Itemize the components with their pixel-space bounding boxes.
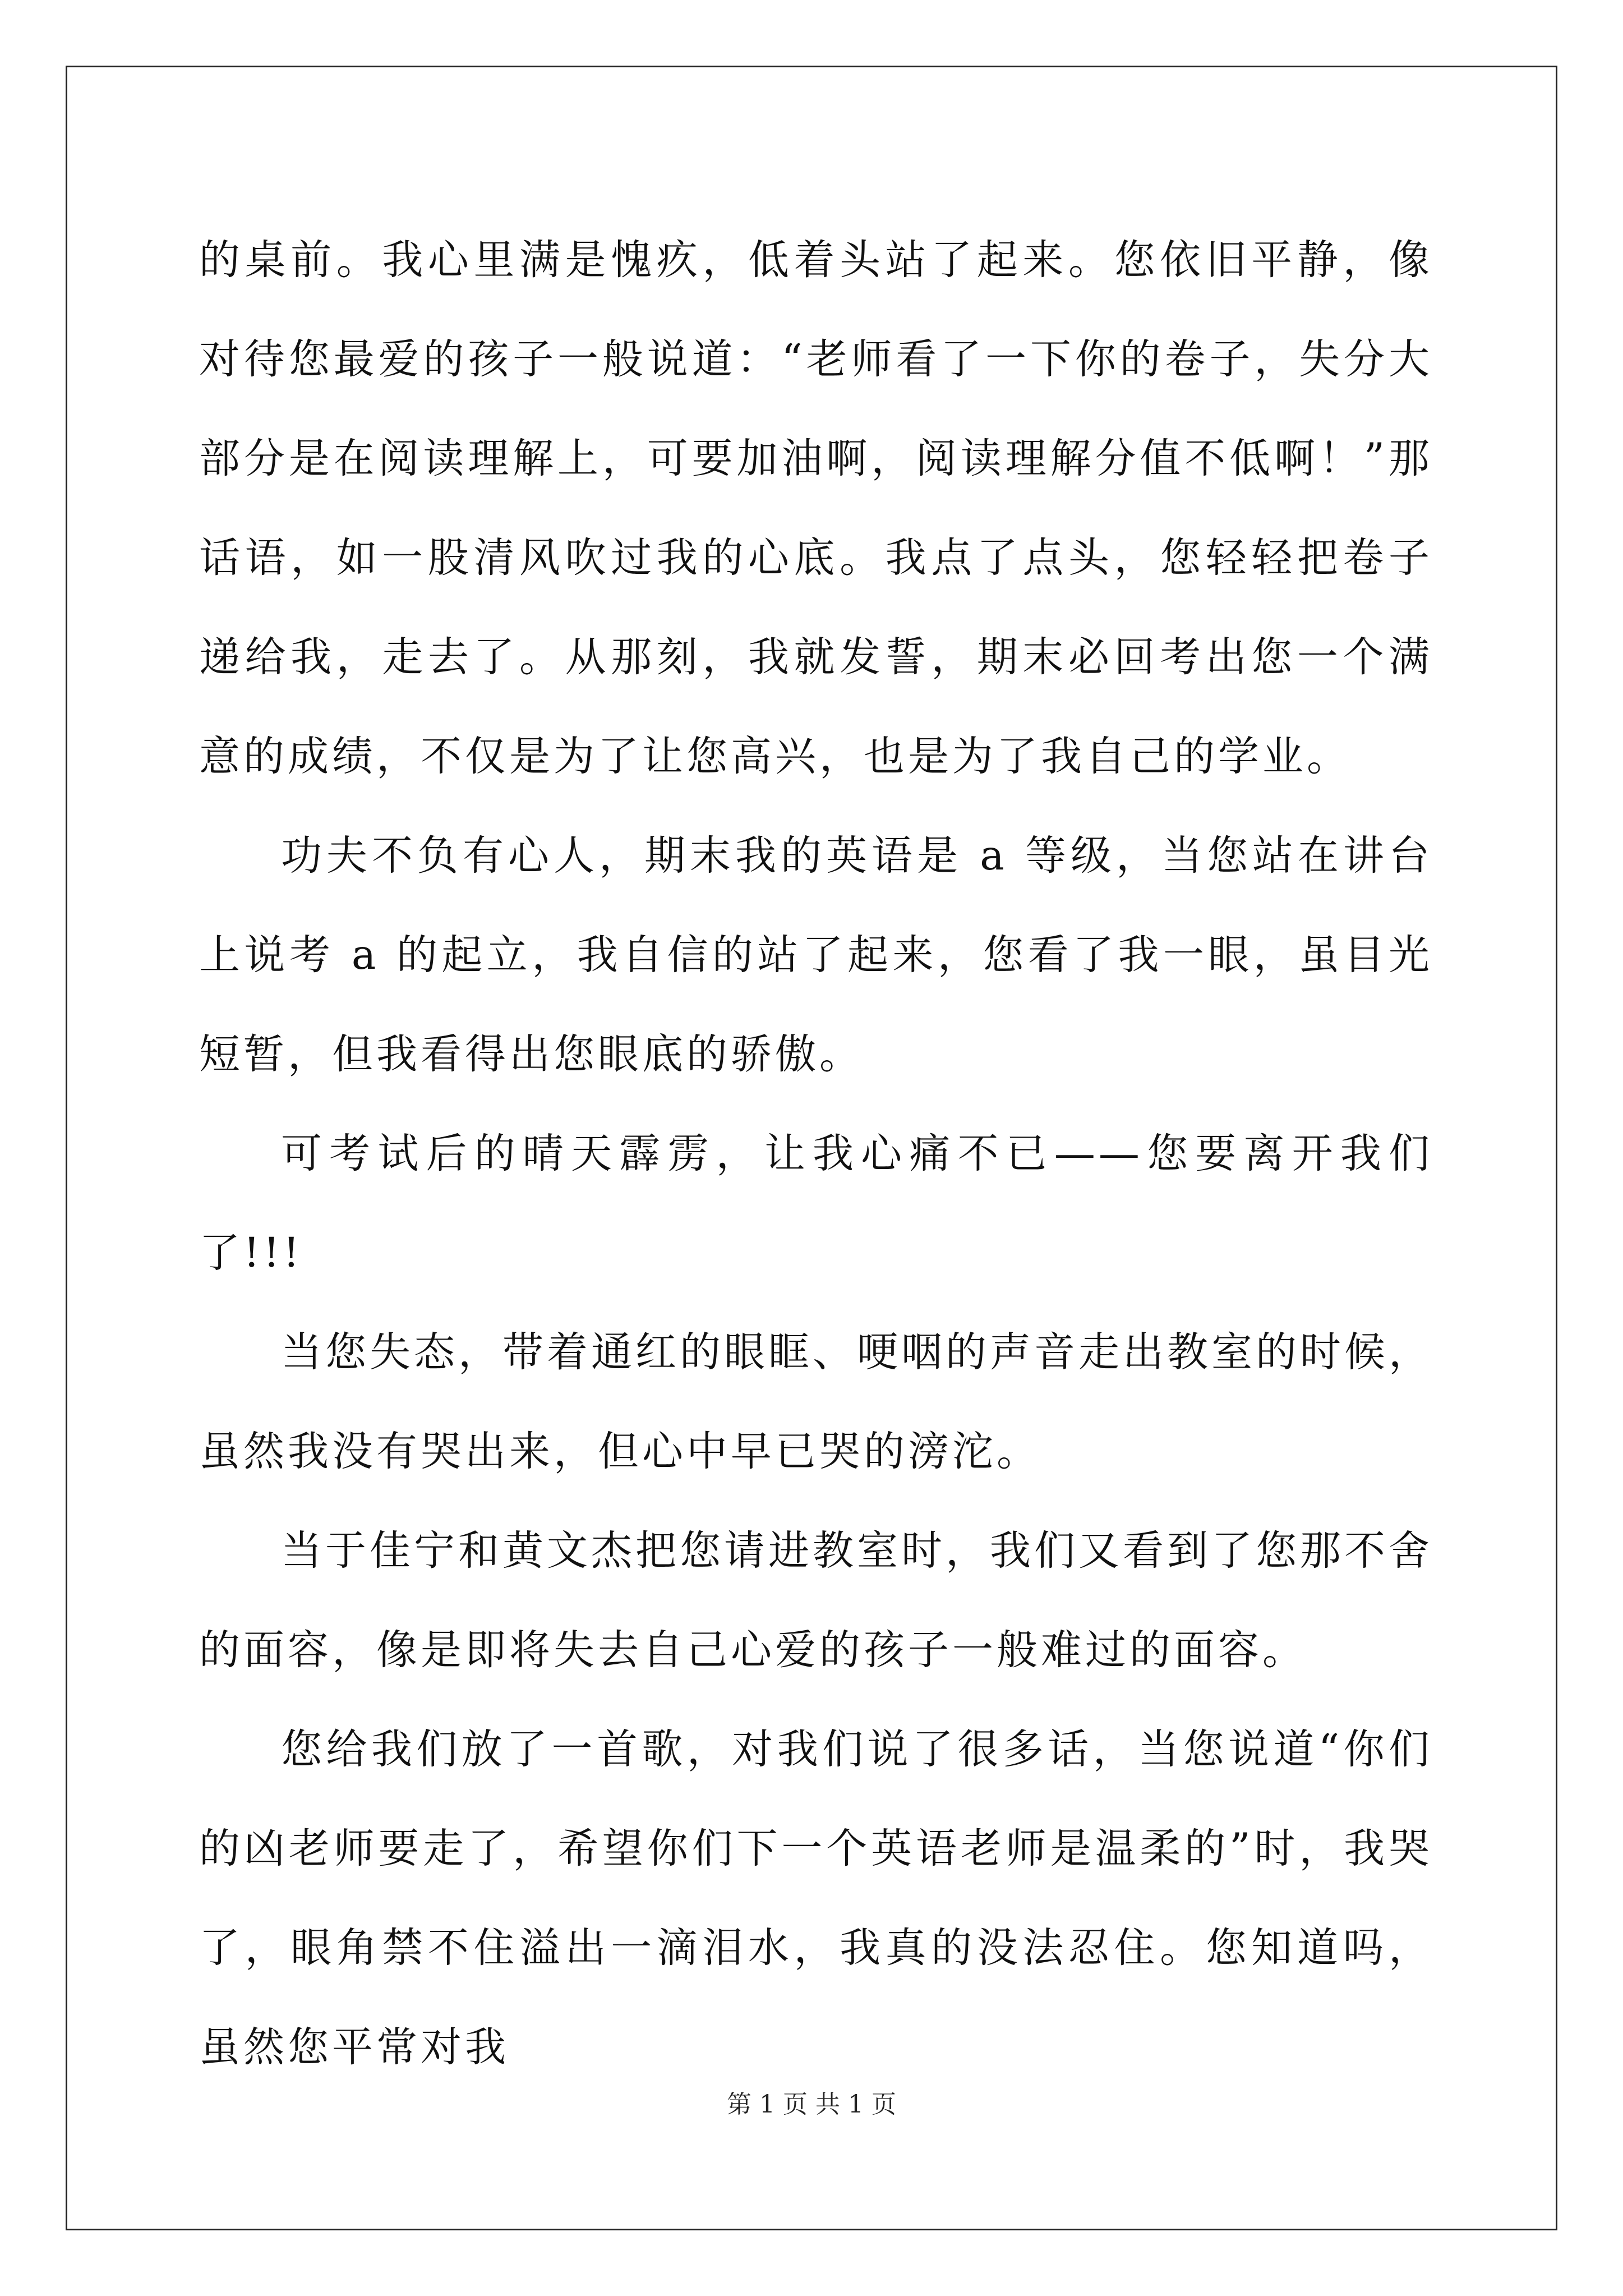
page-number-footer: 第 1 页 共 1 页 [727, 2090, 896, 2119]
paragraph-5: 当于佳宁和黄文杰把您请进教室时，我们又看到了您那不舍的面容，像是即将失去自己心爱的孩子一般难过的面容。 [199, 1527, 1433, 1674]
paragraph-3: 可考试后的晴天霹雳，让我心痛不已——您要离开我们了!!! [199, 1130, 1433, 1277]
document-body [199, 210, 1433, 2097]
paragraph-6: 您给我们放了一首歌，对我们说了很多话，当您说道“你们的凶老师要走了，希望你们下一个英语老师是温柔的”时，我哭了，眼角禁不住溢出一滴泪水，我真的没法忍住。您知道吗，虽然您平常对我 [199, 1726, 1433, 2071]
paragraph-1: 的桌前。我心里满是愧疚，低着头站了起来。您依旧平静，像对待您最爱的孩子一般说道：“老师看了一下你的卷子，失分大部分是在阅读理解上，可要加油啊，阅读理解分值不低啊！”那话语，如一股清风吹过我的心底。我点了点头，您轻轻把卷子递给我，走去了。从那刻，我就发誓，期末必回考出您一个满意的成绩，不仅是为了让您高兴，也是为了我自己的学业。 [199, 236, 1433, 780]
paragraph-2: 功夫不负有心人，期末我的英语是 a 等级，当您站在讲台上说考 a 的起立，我自信的站了起来，您看了我一眼，虽目光短暂，但我看得出您眼底的骄傲。 [199, 832, 1433, 1078]
paragraph-4: 当您失态，带着通红的眼眶、哽咽的声音走出教室的时候，虽然我没有哭出来，但心中早已哭的滂沱。 [199, 1328, 1433, 1475]
